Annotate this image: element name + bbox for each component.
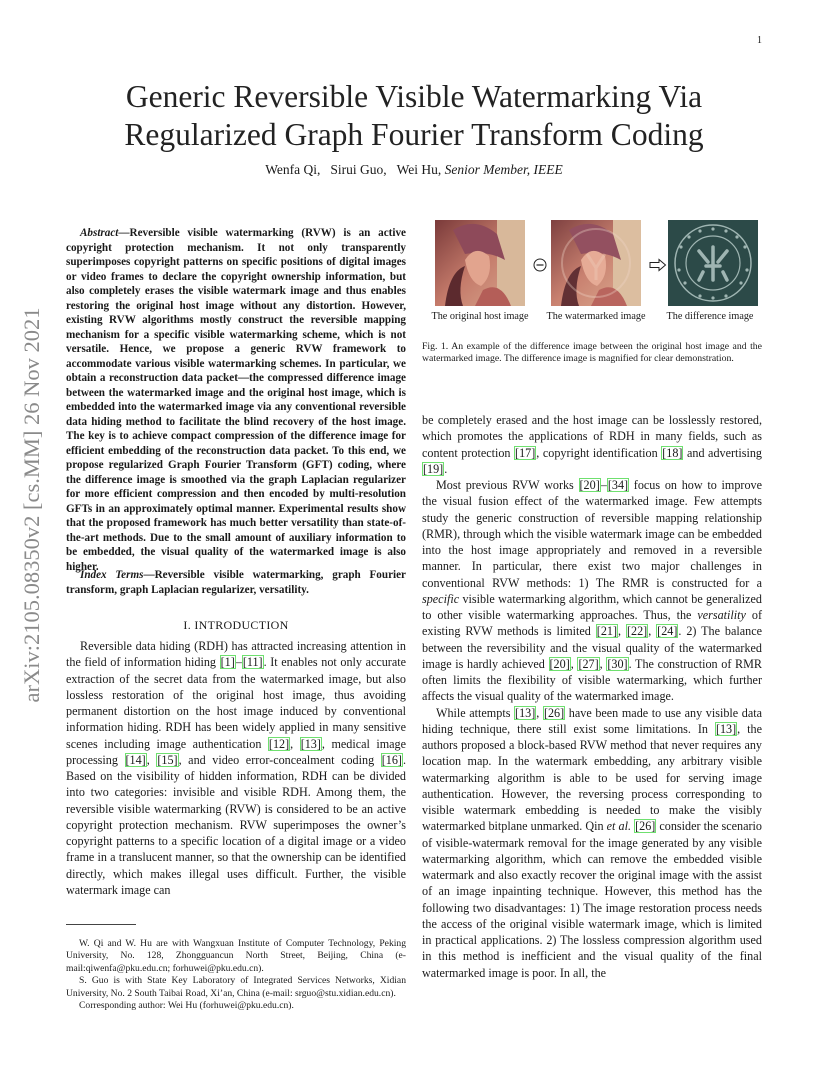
citation-link[interactable]: [17] — [515, 445, 536, 460]
figure-1 — [422, 220, 762, 330]
citation-link[interactable]: [11] — [242, 655, 263, 670]
minus-circle-icon — [533, 258, 547, 272]
citation-link[interactable]: [13] — [515, 705, 536, 720]
citation-link[interactable]: [13] — [715, 721, 737, 736]
body-text: , — [536, 705, 543, 720]
citation-link[interactable]: [27] — [578, 656, 599, 671]
abstract — [66, 226, 406, 574]
emphasis-text: et al. — [606, 819, 631, 834]
citation-link[interactable]: [19] — [423, 461, 444, 476]
page-number: 1 — [757, 35, 762, 46]
watermarked-image — [551, 220, 641, 306]
citation-link[interactable]: [1] — [220, 655, 235, 670]
body-text: of existing RVW methods is limited — [422, 608, 762, 639]
body-text: focus on how to improve the visual fusion effect of the watermarked image. Few attempts study the generic construction of reversible mapping relationship (RMR), through which the visible watermark image can be embedded into the host image appropriately and removed in a reversible manner. In particular, there exist two major challenges in conventional RVW methods: 1) The RMR is constructed for a — [422, 478, 762, 590]
title-line-2: Regularized Graph Fourier Transform Coding — [124, 117, 704, 152]
title-line-1: Generic Reversible Visible Watermarking Via — [125, 79, 703, 114]
footnotes — [66, 938, 406, 1012]
citation-link[interactable]: [14] — [125, 752, 146, 767]
citation-link[interactable]: [24] — [657, 624, 678, 639]
abstract-text: —Reversible visible watermarking (RVW) is an active copyright protection mechanism. It not only transparently superimposes copyright patterns on specific positions of digital images or video frames to declare the copyright ownership information, but also completely erases the visible watermark image and thus enables restoring the original host image without any distortion. However, existing RVW algorithms mostly construct the reversible mapping mechanism for a specific visible watermarking scheme, which is not versatile. Hence, we propose a generic RVW framework to accommodate various visible watermarking schemes. In particular, we obtain a reconstruction data packet—the compressed difference image between the watermarked image and the original host image, which is embedded into the watermarked image via any conventional reversible data hiding method to facilitate the blind recovery of the host image. The key is to achieve compact compression of the difference image for efficient embedding of the reconstruction data packet. To this end, we propose regularized Graph Fourier Transform (GFT) coding, where the difference image is smoothed via the graph Laplacian regularizer for more efficient compression and then encoded by multi-resolution GFTs in an approximately optimal manner. Experimental results show that the proposed framework has much better versatility than state-of-the-art methods. Due to the small amount of auxiliary information to be embedded, the visual quality of the watermarked image is also higher. — [66, 227, 406, 573]
arxiv-identifier-text: arXiv:2105.08350v2 [cs.MM] 26 Nov 2021 — [19, 307, 44, 703]
body-text: . The construction of RMR often limits the flexibility of visible watermarking, which further affects the visual quality of the watermarked image. — [422, 656, 762, 704]
body-text: , — [290, 736, 300, 751]
section-title-rest: NTRODUCTION — [198, 618, 289, 632]
index-terms-text: —Reversible visible watermarking, graph Fourier transform, graph Laplacian regularizer, versatility. — [66, 569, 407, 596]
citation-link[interactable]: [20] — [549, 656, 570, 671]
body-text: , — [618, 624, 626, 639]
footnote-affiliation-1: W. Qi and W. Hu are with Wangxuan Institute of Computer Technology, Peking University, No. 128, Zhongguancun North Street, Beijing, China (e-mail:qiwenfa@pku.edu.cn; forhuwei@pku.edu.cn). — [66, 938, 406, 974]
index-terms-label: Index Terms — [80, 569, 144, 581]
body-text: be completely erased and the host image can be losslessly restored, which promotes the applications of RDH in many fields, such as content protection — [422, 413, 762, 460]
author-3-title: Senior Member, IEEE — [444, 162, 563, 177]
body-text: , — [648, 624, 657, 639]
body-text: , the authors proposed a block-based RVW method that never requires any location map. In the watermark embedding, any arbitrary visible watermarking algorithm is able to be used for serving image authentication. However, the reversing process corresponding to visible watermark embedding is needed to make the visibly watermarked bitplane unmarked. Qin — [422, 721, 762, 834]
body-text: , copyright identification — [536, 445, 662, 460]
citation-link[interactable]: [20] — [579, 478, 600, 492]
section-number: I. — [183, 618, 192, 632]
author-list — [60, 162, 768, 178]
citation-link[interactable]: [18] — [662, 445, 683, 460]
citation-link[interactable]: [13] — [300, 736, 321, 751]
section-title-first: I — [194, 618, 199, 632]
citation-link[interactable]: [12] — [268, 736, 290, 751]
body-text: , medical image processing — [66, 736, 407, 767]
body-text: consider the scenario of visible-watermark removal for the image generated by any visible watermarking algorithm, which can remove the embedded visible watermark and also exactly recover the original image with the assist of an image inpainting technique. However, this method has the following two disadvantages: 1) The image restoration process needs the access of the original visible watermark image, which is limited in practical applications. 2) The lossless compression algorithm used in this method is inefficient and the visual quality of the final watermarked image is poor. In all, the — [422, 819, 762, 980]
citation-link[interactable]: [22] — [626, 624, 648, 639]
emphasis-text: versatility — [697, 608, 746, 622]
body-text: , — [599, 656, 607, 671]
arrow-right-icon — [649, 258, 663, 272]
figure-label-watermarked: The watermarked image — [546, 311, 646, 322]
body-text: visible watermarking algorithm, which cannot be generalized to other visible watermarking approaches. Thus, the — [422, 591, 762, 622]
footnote-corresponding: Corresponding author: Wei Hu (forhuwei@pku.edu.cn). — [79, 1000, 294, 1012]
author-1: Wenfa Qi, — [265, 162, 321, 177]
difference-image — [668, 220, 758, 306]
citation-link[interactable]: [15] — [157, 752, 178, 767]
original-host-image — [435, 220, 525, 306]
body-text: . Based on the visibility of hidden information, RDH can be divided into two categories: invisible and visible RDH. Among them, the reversible visible watermarking (RVW) is considered to be an active copyright protection mechanism. RVW superimposes the owner’s copyright patterns to a specific location of a digital image or a video frame in a translucent manner, so that the ownership can be identified directly, which makes illegal uses difficult. Further, the visible watermark image can — [66, 752, 406, 897]
index-terms — [66, 568, 406, 597]
citation-link[interactable]: [26] — [635, 819, 656, 834]
body-text: , — [146, 752, 157, 767]
section-heading — [66, 618, 406, 633]
body-text: . 2) The balance between the reversibility and the visual quality of the watermarked image is hardly achieved — [422, 624, 762, 671]
author-2: Sirui Guo, — [330, 162, 387, 177]
citation-link[interactable]: [16] — [381, 752, 402, 767]
body-text: , — [570, 656, 578, 671]
body-text: . It enables not only accurate extraction of the secret data from the watermarked image, but also lossless restoration of the original host image, thus avoiding permanent distortion on the host image induced by conventional information hiding. RDH has been widely applied in many sensitive scenes including image authentication — [66, 655, 407, 751]
body-text: Reversible data hiding (RDH) has attracted increasing attention in the field of information hiding — [66, 639, 406, 670]
intro-right-column — [422, 412, 762, 981]
body-text: While attempts — [436, 705, 515, 720]
paper-title — [60, 78, 768, 154]
body-text: , and video error-concealment coding — [178, 752, 381, 767]
author-3: Wei Hu, — [396, 162, 442, 177]
figure-label-original: The original host image — [431, 311, 529, 322]
arxiv-identifier — [8, 270, 56, 740]
body-text: Most previous RVW works — [436, 478, 579, 492]
figure-label-difference: The difference image — [666, 311, 754, 322]
citation-link[interactable]: [21] — [596, 624, 618, 639]
body-text: – — [235, 655, 242, 670]
citation-link[interactable]: [34] — [607, 478, 629, 492]
citation-link[interactable]: [30] — [607, 656, 628, 671]
emphasis-text: specific — [422, 591, 460, 606]
intro-left-column — [66, 638, 406, 898]
abstract-label: Abstract — [80, 227, 119, 239]
body-text: and advertising — [683, 445, 762, 460]
body-text: – — [600, 478, 607, 492]
citation-link[interactable]: [26] — [543, 705, 565, 720]
body-text: . — [444, 461, 448, 476]
body-text: have been made to use any visible data hiding technique, there still exist some limitations. In — [422, 705, 762, 736]
footnote-divider — [66, 924, 136, 925]
figure-caption: Fig. 1. An example of the difference image between the original host image and the watermarked image. The difference image is magnified for clear demonstration. — [422, 341, 762, 365]
footnote-affiliation-2: S. Guo is with State Key Laboratory of Integrated Services Networks, Xidian University, No. 2 South Taibai Road, Xi’an, China (e-mail: srguo@stu.xidian.edu.cn). — [66, 975, 406, 999]
